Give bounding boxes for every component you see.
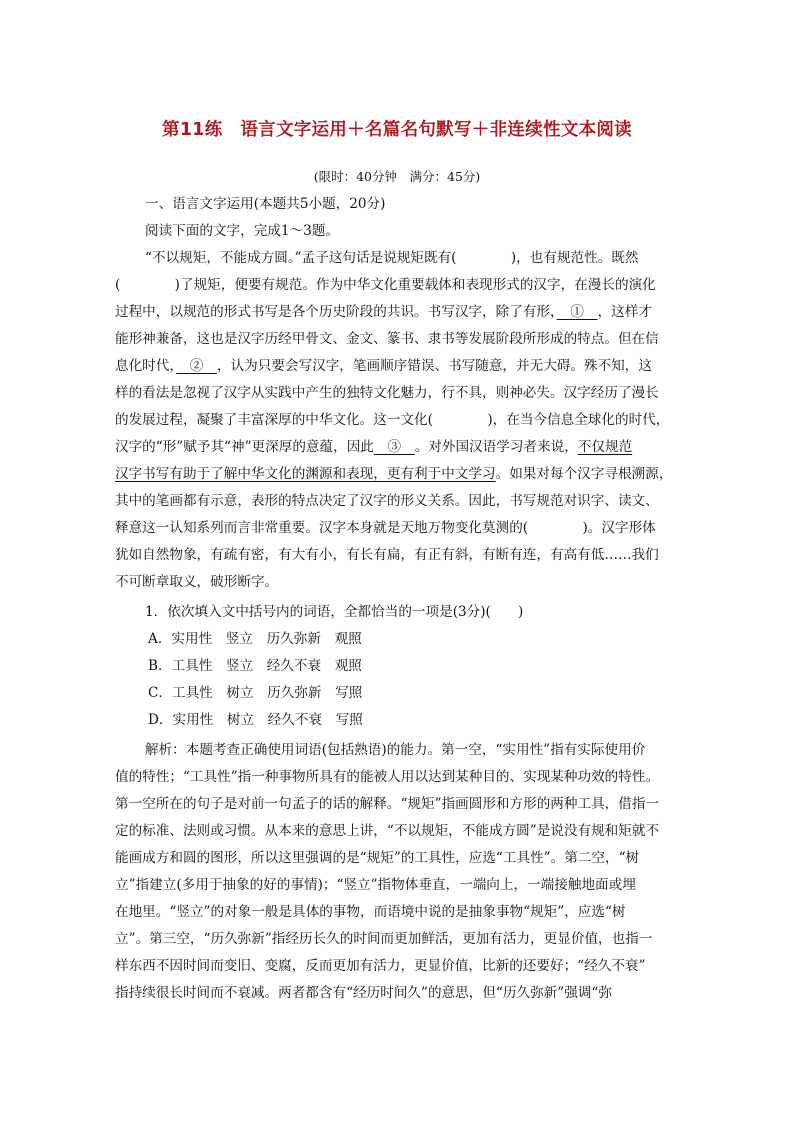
passage-line: “不以规矩，不能成方圆。”孟子这句话是说规矩既有( )，也有规范性。既然 xyxy=(145,250,639,266)
analysis-line: 指持续很长时间而不衰减。两者都含有“经历时间久”的意思，但“历久弥新”强调“弥 xyxy=(115,985,612,1001)
passage-text: 。对外国汉语学习者来说， xyxy=(414,439,578,455)
time-limit-note: (限时：40分钟 满分：45分) xyxy=(313,169,481,184)
analysis-line: 定的标准、法则或习惯。从本来的意思上讲，“不以规矩，不能成方圆”是说没有规和矩就不 xyxy=(115,823,660,839)
passage-text: 息化时代， xyxy=(115,358,177,374)
option-d: D．实用性 树立 经久不衰 写照 xyxy=(148,712,363,728)
analysis-line: 在地里。“竖立”的对象一般是具体的事物，而语境中说的是抽象事物“规矩”，应选“树 xyxy=(115,904,626,920)
analysis-line: 样东西不因时间而变旧、变腐，反而更加有活力，更显价值，比新的还要好；“经久不衰” xyxy=(115,958,646,974)
passage-line: 释意这一认知系列而言非常重要。汉字本身就是天地万物变化莫测的( )。汉字形体 xyxy=(115,520,656,536)
passage-line: 不可断章取义，破形断字。 xyxy=(115,574,279,590)
option-c: C．工具性 树立 历久弥新 写照 xyxy=(148,685,363,701)
blank-3: ③ xyxy=(373,439,415,455)
option-b: B．工具性 竖立 经久不衰 观照 xyxy=(148,658,362,674)
passage-line: 犹如自然物象，有疏有密，有大有小，有长有扁，有正有斜，有断有连，有高有低……我们 xyxy=(115,547,659,563)
option-a: A．实用性 竖立 历久弥新 观照 xyxy=(148,631,362,647)
underlined-sentence: 汉字书写有助于了解中华文化的渊源和表现，更有利于中文学习 xyxy=(115,466,496,482)
passage-line: 样的看法是忽视了汉字从实践中产生的独特文化魅力，行不具，则神必失。汉字经历了漫长 xyxy=(115,385,659,401)
page-title: 第11练 语言文字运用＋名篇名句默写＋非连续性文本阅读 xyxy=(162,120,632,140)
analysis-line: 立”指建立(多用于抽象的好的事情)；“竖立”指物体垂直，一端向上，一端接触地面或埋 xyxy=(115,877,636,893)
passage-text: ，认为只要会写汉字，笔画顺序错误、书写随意，并无大碍。殊不知，这 xyxy=(216,358,652,374)
analysis-line: 立”。第三空，“历久弥新”指经历长久的时间而更加鲜活，更加有活力，更显价值，也指一 xyxy=(115,931,653,947)
passage-text: 过程中，以规范的形式书写是各个历史阶段的共识。书写汉字，除了有形， xyxy=(115,304,557,320)
passage-text: 汉字的“形”赋予其“神”更深厚的意蕴，因此 xyxy=(115,439,374,455)
blank-1: ① xyxy=(556,304,598,320)
question-stem: 1．依次填入文中括号内的词语，全都恰当的一项是(3分)( ) xyxy=(145,604,524,620)
analysis-line: 值的特性；“工具性”指一种事物所具有的能被人用以达到某种目的、实现某种功效的特性。 xyxy=(115,769,660,785)
analysis-line: 解析：本题考查正确使用词语(包括熟语)的能力。第一空，“实用性”指有实际使用价 xyxy=(145,742,646,758)
reading-instruction: 阅读下面的文字，完成1～3题。 xyxy=(145,223,340,239)
section-heading: 一、语言文字运用(本题共5小题，20分) xyxy=(145,196,386,212)
passage-line: 的发展过程，凝聚了丰富深厚的中华文化。这一文化( )，在当今信息全球化的时代， xyxy=(115,412,670,428)
passage-line xyxy=(115,438,632,456)
passage-line: ( )了规矩，便要有规范。作为中华文化重要载体和表现形式的汉字，在漫长的演化 xyxy=(115,277,656,293)
passage-line: 能形神兼备，这也是汉字历经甲骨文、金文、篆书、隶书等发展阶段所形成的特点。但在信 xyxy=(115,331,659,347)
passage-text: 。如果对每个汉字寻根溯源， xyxy=(495,466,673,482)
passage-line: 其中的笔画都有示意，表形的特点决定了汉字的形义关系。因此，书写规范对识字、读文、 xyxy=(115,493,659,509)
passage-line xyxy=(115,357,652,375)
passage-text: ，这样才 xyxy=(597,304,652,320)
analysis-line: 能画成方和圆的图形，所以这里强调的是“规矩”的工具性，应选“工具性”。第二空，“树 xyxy=(115,850,640,866)
underlined-sentence: 不仅规范 xyxy=(577,439,633,455)
passage-line xyxy=(115,465,672,483)
blank-2: ② xyxy=(176,358,217,374)
analysis-line: 第一空所在的句子是对前一句孟子的话的解释。“规矩”指画圆形和方形的两种工具，借指一 xyxy=(115,796,660,812)
passage-line xyxy=(115,303,652,321)
